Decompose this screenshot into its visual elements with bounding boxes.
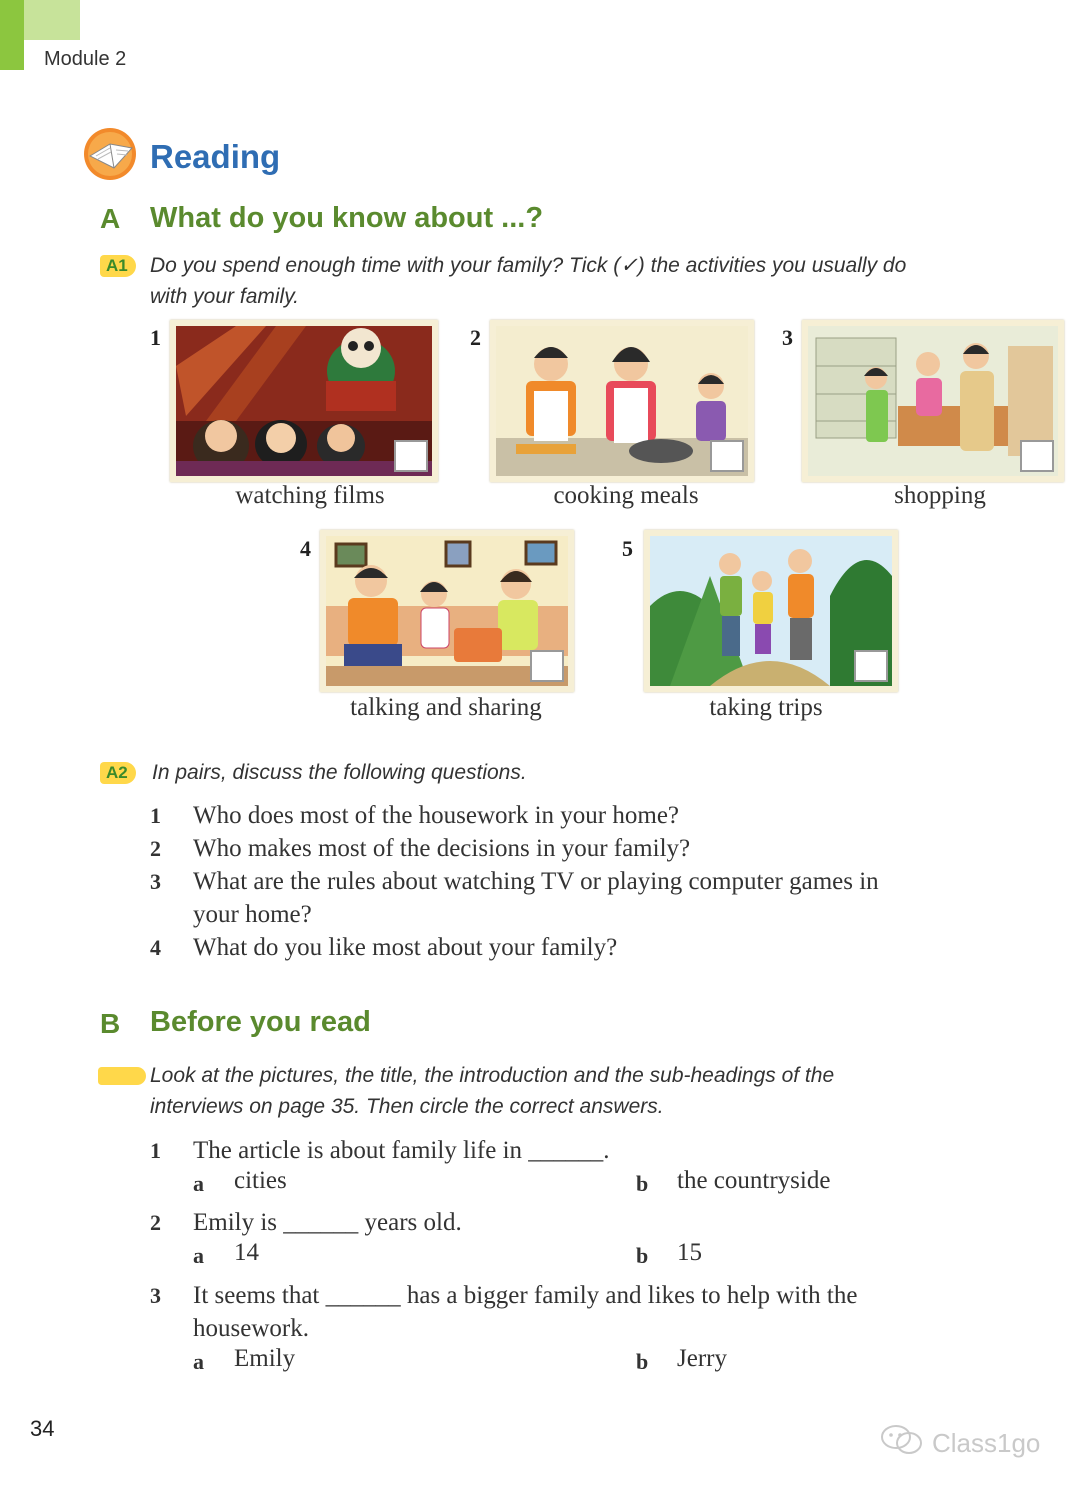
picture-shopping	[802, 320, 1064, 482]
b-question-2-text: Emily is ______ years old.	[193, 1209, 462, 1236]
b-question-1-text: The article is about family life in ______.	[193, 1137, 610, 1164]
a2-instruction: In pairs, discuss the following questions.	[152, 761, 527, 784]
picture-1-number: 1	[150, 325, 161, 350]
b-q1-option-a-text[interactable]: cities	[234, 1167, 287, 1194]
book-icon	[80, 126, 142, 182]
b-instruction-line2: interviews on page 35. Then circle the correct answers.	[150, 1095, 664, 1118]
b-question-3-text: It seems that ______ has a bigger family and likes to help with the	[193, 1282, 858, 1309]
section-b-title: Before you read	[150, 1006, 371, 1038]
b-q1-option-b-text[interactable]: the countryside	[677, 1167, 831, 1194]
page-number: 34	[30, 1416, 55, 1441]
caption-4: talking and sharing	[350, 694, 542, 721]
watermark-text: Class1go	[932, 1428, 1041, 1458]
corner-tab-dark	[0, 0, 24, 70]
a2-question-1-number: 1	[150, 803, 161, 828]
b-q3-option-b-text[interactable]: Jerry	[677, 1345, 727, 1372]
section-a-letter: A	[100, 203, 121, 234]
b-q1-option-b-letter: b	[636, 1171, 649, 1196]
picture-4-number: 4	[300, 536, 311, 561]
b-question-2-number: 2	[150, 1210, 161, 1235]
caption-1: watching films	[235, 482, 385, 509]
a2-question-4-text: What do you like most about your family?	[193, 934, 618, 961]
a2-question-3-text-cont: your home?	[193, 901, 312, 928]
a1-badge: A1	[100, 255, 136, 277]
b-badge	[98, 1067, 146, 1085]
a2-question-4-number: 4	[150, 935, 161, 960]
a2-question-2-text: Who makes most of the decisions in your family?	[193, 835, 691, 862]
caption-3: shopping	[894, 482, 986, 509]
tick-box-5[interactable]	[854, 650, 888, 682]
a2-question-2-number: 2	[150, 836, 161, 861]
picture-taking-trips	[644, 530, 898, 692]
tick-box-4[interactable]	[530, 650, 564, 682]
b-q3-option-a-text[interactable]: Emily	[234, 1345, 296, 1372]
b-q3-option-b-letter: b	[636, 1349, 649, 1374]
b-question-1-number: 1	[150, 1138, 161, 1163]
b-question-3-number: 3	[150, 1283, 161, 1308]
picture-watching-films	[170, 320, 438, 482]
section-b-letter: B	[100, 1008, 121, 1039]
a1-instruction-line1: Do you spend enough time with your family? Tick (✓) the activities you usually do	[150, 254, 907, 277]
wechat-icon	[880, 1424, 924, 1463]
a1-instruction-line2: with your family.	[150, 285, 299, 308]
b-question-3-text-cont: housework.	[193, 1315, 309, 1342]
tick-box-1[interactable]	[394, 440, 428, 472]
b-q2-option-a-letter: a	[193, 1243, 204, 1268]
tick-box-3[interactable]	[1020, 440, 1054, 472]
picture-3-number: 3	[782, 325, 793, 350]
watermark	[880, 1424, 1040, 1463]
b-q1-option-a-letter: a	[193, 1171, 204, 1196]
b-q2-option-b-letter: b	[636, 1243, 649, 1268]
tick-box-2[interactable]	[710, 440, 744, 472]
a2-question-3-number: 3	[150, 869, 161, 894]
b-q2-option-a-text[interactable]: 14	[234, 1239, 259, 1266]
b-q2-option-b-text[interactable]: 15	[677, 1239, 702, 1266]
caption-2: cooking meals	[553, 482, 699, 509]
a2-badge: A2	[100, 762, 136, 784]
b-instruction-line1: Look at the pictures, the title, the introduction and the sub-headings of the	[150, 1064, 835, 1087]
picture-talking-and-sharing	[320, 530, 574, 692]
b-q3-option-a-letter: a	[193, 1349, 204, 1374]
section-a-title: What do you know about ...?	[150, 202, 544, 234]
picture-cooking-meals	[490, 320, 754, 482]
module-label: Module 2	[44, 48, 127, 70]
caption-5: taking trips	[709, 694, 823, 721]
picture-5-number: 5	[622, 536, 633, 561]
a2-question-3-text: What are the rules about watching TV or playing computer games in	[193, 868, 879, 895]
reading-heading: Reading	[150, 138, 281, 175]
corner-tab-light	[24, 0, 80, 40]
a2-question-1-text: Who does most of the housework in your home?	[193, 802, 680, 829]
picture-2-number: 2	[470, 325, 481, 350]
